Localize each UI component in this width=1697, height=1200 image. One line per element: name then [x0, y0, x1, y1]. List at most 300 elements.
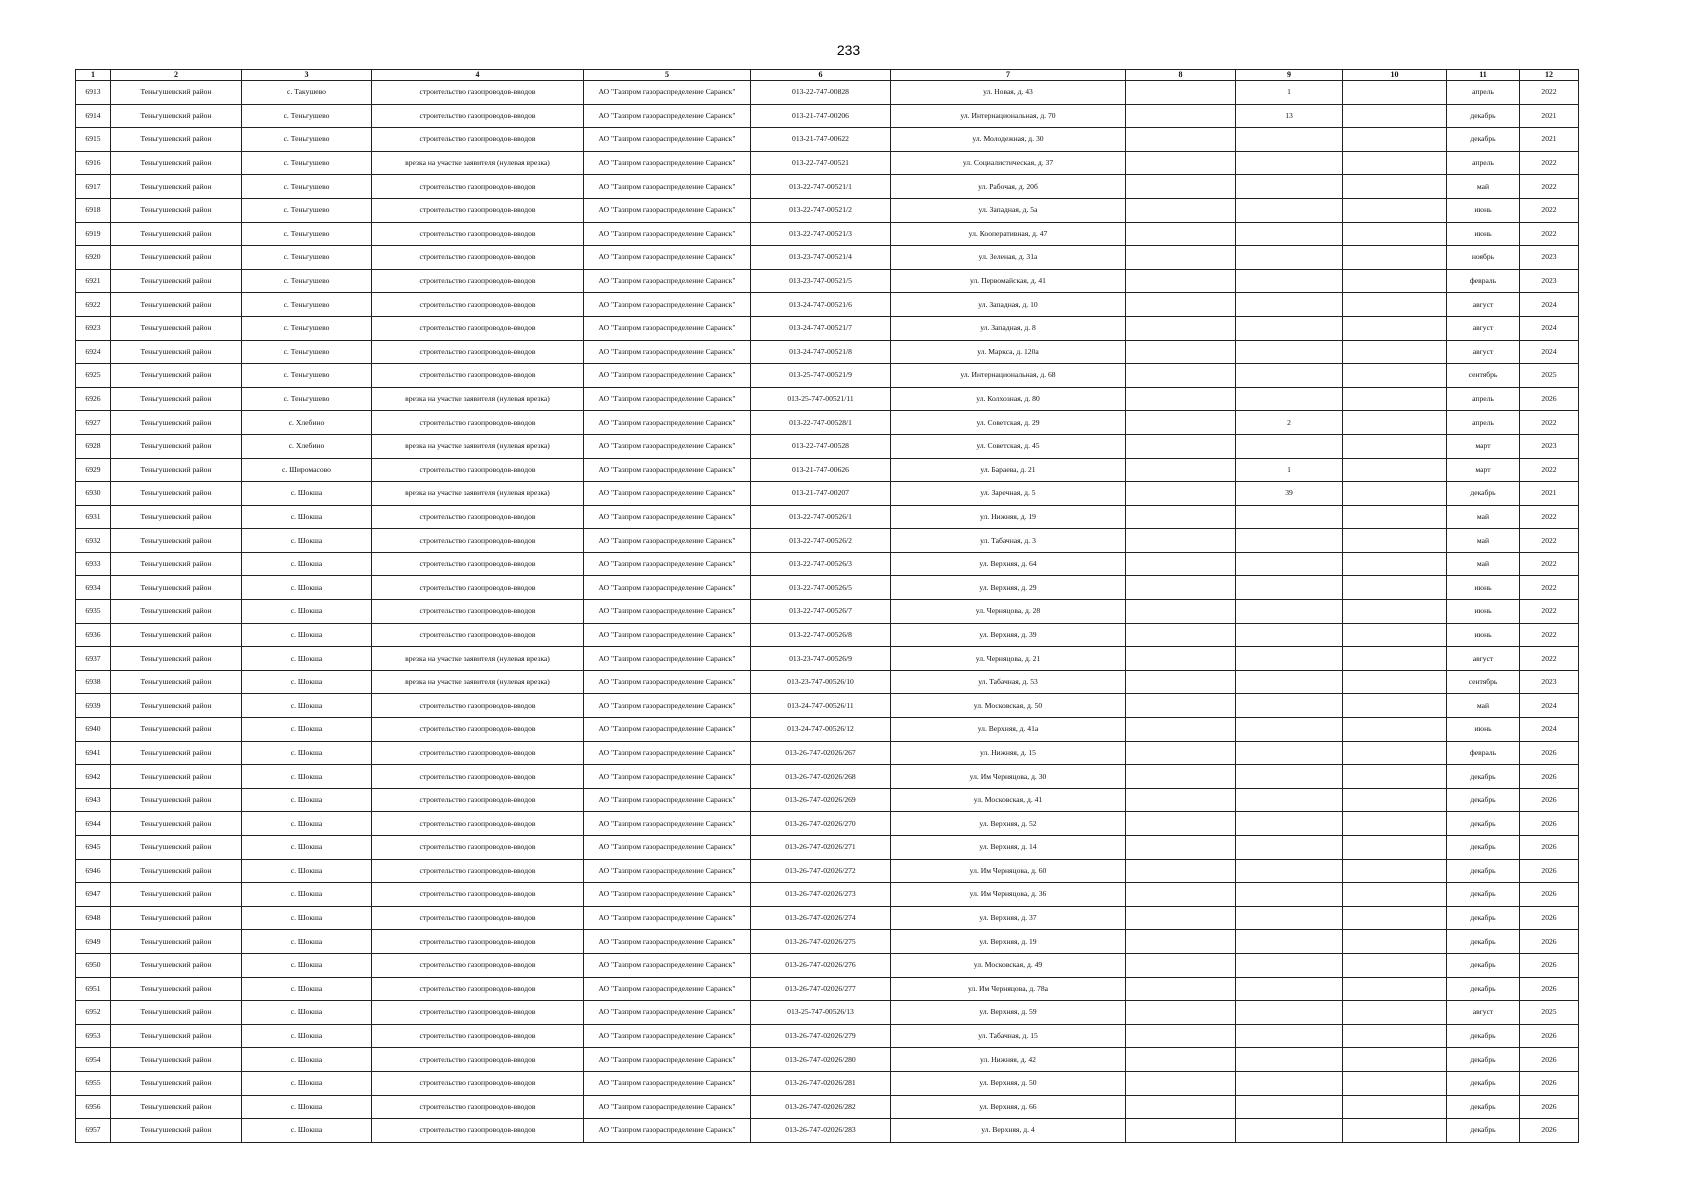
month-cell: июнь: [1447, 718, 1520, 742]
column-header-4: 4: [372, 70, 584, 81]
work-type-cell: строительство газопроводов-вводов: [372, 1048, 584, 1072]
address-cell: ул. Верхняя, д. 52: [891, 812, 1126, 836]
district-cell: Теньгушевский район: [111, 1001, 242, 1025]
table-row: [76, 340, 1579, 364]
row-number: 6921: [76, 269, 111, 293]
settlement-cell: с. Шокша: [242, 788, 372, 812]
contract-number-cell: 013-24-747-00526/11: [751, 694, 891, 718]
table-row: [76, 670, 1579, 694]
quantity-cell: [1236, 1119, 1343, 1143]
district-cell: Теньгушевский район: [111, 552, 242, 576]
settlement-cell: с. Теньгушево: [242, 198, 372, 222]
address-cell: ул. Первомайская, д. 41: [891, 269, 1126, 293]
year-cell: 2026: [1520, 1024, 1579, 1048]
contract-number-cell: 013-22-747-00828: [751, 81, 891, 105]
quantity-cell: [1236, 836, 1343, 860]
year-cell: 2022: [1520, 198, 1579, 222]
col10-cell: [1343, 340, 1447, 364]
table-row: [76, 623, 1579, 647]
month-cell: декабрь: [1447, 977, 1520, 1001]
address-cell: ул. Нижняя, д. 42: [891, 1048, 1126, 1072]
district-cell: Теньгушевский район: [111, 316, 242, 340]
col10-cell: [1343, 906, 1447, 930]
work-type-cell: строительство газопроводов-вводов: [372, 316, 584, 340]
organization-cell: АО "Газпром газораспределение Саранск": [584, 364, 751, 388]
month-cell: май: [1447, 175, 1520, 199]
col10-cell: [1343, 482, 1447, 506]
settlement-cell: с. Такушево: [242, 81, 372, 105]
work-type-cell: строительство газопроводов-вводов: [372, 1001, 584, 1025]
contract-number-cell: 013-24-747-00526/12: [751, 718, 891, 742]
col10-cell: [1343, 788, 1447, 812]
year-cell: 2024: [1520, 293, 1579, 317]
quantity-cell: [1236, 859, 1343, 883]
col10-cell: [1343, 977, 1447, 1001]
col8-cell: [1126, 128, 1236, 152]
settlement-cell: с. Шокша: [242, 1048, 372, 1072]
month-cell: декабрь: [1447, 482, 1520, 506]
district-cell: Теньгушевский район: [111, 670, 242, 694]
settlement-cell: с. Шокша: [242, 670, 372, 694]
contract-number-cell: 013-26-747-02026/267: [751, 741, 891, 765]
address-cell: ул. Верхняя, д. 37: [891, 906, 1126, 930]
month-cell: декабрь: [1447, 1071, 1520, 1095]
col8-cell: [1126, 1048, 1236, 1072]
work-type-cell: строительство газопроводов-вводов: [372, 364, 584, 388]
month-cell: сентябрь: [1447, 670, 1520, 694]
table-row: [76, 364, 1579, 388]
table-row: [76, 269, 1579, 293]
district-cell: Теньгушевский район: [111, 859, 242, 883]
organization-cell: АО "Газпром газораспределение Саранск": [584, 1095, 751, 1119]
col10-cell: [1343, 670, 1447, 694]
district-cell: Теньгушевский район: [111, 977, 242, 1001]
row-number: 6952: [76, 1001, 111, 1025]
table-row: [76, 1001, 1579, 1025]
contract-number-cell: 013-26-747-02026/268: [751, 765, 891, 789]
col10-cell: [1343, 316, 1447, 340]
district-cell: Теньгушевский район: [111, 293, 242, 317]
year-cell: 2021: [1520, 128, 1579, 152]
address-cell: ул. Им Черняцова, д. 78а: [891, 977, 1126, 1001]
row-number: 6957: [76, 1119, 111, 1143]
quantity-cell: [1236, 765, 1343, 789]
settlement-cell: с. Теньгушево: [242, 104, 372, 128]
address-cell: ул. Западная, д. 8: [891, 316, 1126, 340]
table-row: [76, 482, 1579, 506]
district-cell: Теньгушевский район: [111, 198, 242, 222]
organization-cell: АО "Газпром газораспределение Саранск": [584, 269, 751, 293]
column-header-11: 11: [1447, 70, 1520, 81]
district-cell: Теньгушевский район: [111, 812, 242, 836]
address-cell: ул. Черняцова, д. 21: [891, 647, 1126, 671]
column-header-10: 10: [1343, 70, 1447, 81]
district-cell: Теньгушевский район: [111, 128, 242, 152]
col8-cell: [1126, 836, 1236, 860]
year-cell: 2026: [1520, 788, 1579, 812]
month-cell: февраль: [1447, 741, 1520, 765]
row-number: 6937: [76, 647, 111, 671]
work-type-cell: строительство газопроводов-вводов: [372, 411, 584, 435]
row-number: 6951: [76, 977, 111, 1001]
address-cell: ул. Табачная, д. 3: [891, 529, 1126, 553]
month-cell: июнь: [1447, 600, 1520, 624]
organization-cell: АО "Газпром газораспределение Саранск": [584, 977, 751, 1001]
address-cell: ул. Верхняя, д. 14: [891, 836, 1126, 860]
table-row: [76, 222, 1579, 246]
district-cell: Теньгушевский район: [111, 788, 242, 812]
contract-number-cell: 013-26-747-02026/282: [751, 1095, 891, 1119]
month-cell: декабрь: [1447, 930, 1520, 954]
settlement-cell: с. Шокша: [242, 859, 372, 883]
organization-cell: АО "Газпром газораспределение Саранск": [584, 1119, 751, 1143]
year-cell: 2026: [1520, 859, 1579, 883]
district-cell: Теньгушевский район: [111, 364, 242, 388]
month-cell: декабрь: [1447, 128, 1520, 152]
work-type-cell: строительство газопроводов-вводов: [372, 788, 584, 812]
table-row: [76, 741, 1579, 765]
row-number: 6954: [76, 1048, 111, 1072]
address-cell: ул. Социалистическая, д. 37: [891, 151, 1126, 175]
table-row: [76, 316, 1579, 340]
col10-cell: [1343, 623, 1447, 647]
work-type-cell: строительство газопроводов-вводов: [372, 458, 584, 482]
address-cell: ул. Московская, д. 50: [891, 694, 1126, 718]
work-type-cell: строительство газопроводов-вводов: [372, 812, 584, 836]
col8-cell: [1126, 222, 1236, 246]
contract-number-cell: 013-26-747-02026/283: [751, 1119, 891, 1143]
district-cell: Теньгушевский район: [111, 1095, 242, 1119]
year-cell: 2026: [1520, 906, 1579, 930]
contract-number-cell: 013-26-747-02026/281: [751, 1071, 891, 1095]
address-cell: ул. Интернациональная, д. 70: [891, 104, 1126, 128]
organization-cell: АО "Газпром газораспределение Саранск": [584, 788, 751, 812]
year-cell: 2022: [1520, 81, 1579, 105]
settlement-cell: с. Шокша: [242, 1095, 372, 1119]
work-type-cell: строительство газопроводов-вводов: [372, 741, 584, 765]
organization-cell: АО "Газпром газораспределение Саранск": [584, 529, 751, 553]
settlement-cell: с. Теньгушево: [242, 387, 372, 411]
col10-cell: [1343, 765, 1447, 789]
month-cell: декабрь: [1447, 765, 1520, 789]
address-cell: ул. Кооперативная, д. 47: [891, 222, 1126, 246]
organization-cell: АО "Газпром газораспределение Саранск": [584, 859, 751, 883]
work-type-cell: строительство газопроводов-вводов: [372, 836, 584, 860]
work-type-cell: строительство газопроводов-вводов: [372, 128, 584, 152]
contract-number-cell: 013-22-747-00521/2: [751, 198, 891, 222]
organization-cell: АО "Газпром газораспределение Саранск": [584, 293, 751, 317]
month-cell: июнь: [1447, 623, 1520, 647]
col10-cell: [1343, 600, 1447, 624]
contract-number-cell: 013-26-747-02026/269: [751, 788, 891, 812]
table-row: [76, 788, 1579, 812]
organization-cell: АО "Газпром газораспределение Саранск": [584, 883, 751, 907]
organization-cell: АО "Газпром газораспределение Саранск": [584, 340, 751, 364]
organization-cell: АО "Газпром газораспределение Саранск": [584, 812, 751, 836]
organization-cell: АО "Газпром газораспределение Саранск": [584, 434, 751, 458]
year-cell: 2022: [1520, 647, 1579, 671]
organization-cell: АО "Газпром газораспределение Саранск": [584, 552, 751, 576]
table-body: [76, 81, 1579, 1143]
table-row: [76, 906, 1579, 930]
col10-cell: [1343, 458, 1447, 482]
address-cell: ул. Колхозная, д. 80: [891, 387, 1126, 411]
organization-cell: АО "Газпром газораспределение Саранск": [584, 411, 751, 435]
organization-cell: АО "Газпром газораспределение Саранск": [584, 718, 751, 742]
quantity-cell: [1236, 1001, 1343, 1025]
organization-cell: АО "Газпром газораспределение Саранск": [584, 694, 751, 718]
district-cell: Теньгушевский район: [111, 505, 242, 529]
quantity-cell: [1236, 198, 1343, 222]
col8-cell: [1126, 859, 1236, 883]
month-cell: апрель: [1447, 81, 1520, 105]
quantity-cell: [1236, 670, 1343, 694]
quantity-cell: [1236, 1048, 1343, 1072]
quantity-cell: [1236, 434, 1343, 458]
quantity-cell: [1236, 576, 1343, 600]
organization-cell: АО "Газпром газораспределение Саранск": [584, 316, 751, 340]
month-cell: май: [1447, 694, 1520, 718]
contract-number-cell: 013-21-747-00206: [751, 104, 891, 128]
table-row: [76, 812, 1579, 836]
row-number: 6953: [76, 1024, 111, 1048]
address-cell: ул. Маркса, д. 120а: [891, 340, 1126, 364]
col10-cell: [1343, 576, 1447, 600]
district-cell: Теньгушевский район: [111, 836, 242, 860]
table-row: [76, 576, 1579, 600]
table-row: [76, 505, 1579, 529]
work-type-cell: строительство газопроводов-вводов: [372, 505, 584, 529]
work-type-cell: строительство газопроводов-вводов: [372, 694, 584, 718]
contract-number-cell: 013-22-747-00521/3: [751, 222, 891, 246]
col8-cell: [1126, 198, 1236, 222]
contract-number-cell: 013-26-747-02026/279: [751, 1024, 891, 1048]
quantity-cell: [1236, 340, 1343, 364]
quantity-cell: [1236, 694, 1343, 718]
col8-cell: [1126, 529, 1236, 553]
address-cell: ул. Западная, д. 10: [891, 293, 1126, 317]
district-cell: Теньгушевский район: [111, 340, 242, 364]
row-number: 6925: [76, 364, 111, 388]
organization-cell: АО "Газпром газораспределение Саранск": [584, 128, 751, 152]
col8-cell: [1126, 151, 1236, 175]
contract-number-cell: 013-26-747-02026/271: [751, 836, 891, 860]
row-number: 6929: [76, 458, 111, 482]
district-cell: Теньгушевский район: [111, 906, 242, 930]
district-cell: Теньгушевский район: [111, 387, 242, 411]
organization-cell: АО "Газпром газораспределение Саранск": [584, 647, 751, 671]
row-number: 6942: [76, 765, 111, 789]
settlement-cell: с. Шокша: [242, 529, 372, 553]
contract-number-cell: 013-22-747-00526/3: [751, 552, 891, 576]
year-cell: 2022: [1520, 529, 1579, 553]
quantity-cell: [1236, 364, 1343, 388]
row-number: 6956: [76, 1095, 111, 1119]
contract-number-cell: 013-22-747-00526/1: [751, 505, 891, 529]
year-cell: 2026: [1520, 741, 1579, 765]
col8-cell: [1126, 340, 1236, 364]
address-cell: ул. Верхняя, д. 29: [891, 576, 1126, 600]
address-cell: ул. Верхняя, д. 4: [891, 1119, 1126, 1143]
col8-cell: [1126, 623, 1236, 647]
month-cell: июнь: [1447, 576, 1520, 600]
quantity-cell: [1236, 316, 1343, 340]
district-cell: Теньгушевский район: [111, 246, 242, 270]
col8-cell: [1126, 953, 1236, 977]
district-cell: Теньгушевский район: [111, 411, 242, 435]
month-cell: март: [1447, 434, 1520, 458]
year-cell: 2022: [1520, 151, 1579, 175]
quantity-cell: [1236, 930, 1343, 954]
quantity-cell: [1236, 718, 1343, 742]
month-cell: декабрь: [1447, 1048, 1520, 1072]
year-cell: 2026: [1520, 1119, 1579, 1143]
col10-cell: [1343, 434, 1447, 458]
year-cell: 2024: [1520, 718, 1579, 742]
month-cell: апрель: [1447, 411, 1520, 435]
address-cell: ул. Верхняя, д. 66: [891, 1095, 1126, 1119]
col10-cell: [1343, 694, 1447, 718]
year-cell: 2026: [1520, 387, 1579, 411]
row-number: 6919: [76, 222, 111, 246]
work-type-cell: строительство газопроводов-вводов: [372, 222, 584, 246]
work-type-cell: строительство газопроводов-вводов: [372, 1095, 584, 1119]
year-cell: 2022: [1520, 175, 1579, 199]
district-cell: Теньгушевский район: [111, 529, 242, 553]
column-number-row: [76, 70, 1579, 81]
address-cell: ул. Зеленая, д. 31а: [891, 246, 1126, 270]
settlement-cell: с. Шокша: [242, 883, 372, 907]
year-cell: 2021: [1520, 482, 1579, 506]
district-cell: Теньгушевский район: [111, 104, 242, 128]
table-row: [76, 1071, 1579, 1095]
organization-cell: АО "Газпром газораспределение Саранск": [584, 1024, 751, 1048]
quantity-cell: [1236, 883, 1343, 907]
register-table: [75, 69, 1579, 1143]
col8-cell: [1126, 482, 1236, 506]
work-type-cell: строительство газопроводов-вводов: [372, 1024, 584, 1048]
settlement-cell: с. Шокша: [242, 647, 372, 671]
year-cell: 2023: [1520, 246, 1579, 270]
quantity-cell: [1236, 1071, 1343, 1095]
contract-number-cell: 013-23-747-00521/5: [751, 269, 891, 293]
settlement-cell: с. Шокша: [242, 765, 372, 789]
settlement-cell: с. Шокша: [242, 718, 372, 742]
table-row: [76, 458, 1579, 482]
settlement-cell: с. Шокша: [242, 930, 372, 954]
col8-cell: [1126, 1095, 1236, 1119]
address-cell: ул. Нижняя, д. 15: [891, 741, 1126, 765]
work-type-cell: строительство газопроводов-вводов: [372, 576, 584, 600]
year-cell: 2022: [1520, 458, 1579, 482]
address-cell: ул. Верхняя, д. 19: [891, 930, 1126, 954]
address-cell: ул. Заречная, д. 5: [891, 482, 1126, 506]
organization-cell: АО "Газпром газораспределение Саранск": [584, 222, 751, 246]
row-number: 6950: [76, 953, 111, 977]
work-type-cell: строительство газопроводов-вводов: [372, 552, 584, 576]
organization-cell: АО "Газпром газораспределение Саранск": [584, 104, 751, 128]
district-cell: Теньгушевский район: [111, 647, 242, 671]
month-cell: ноябрь: [1447, 246, 1520, 270]
district-cell: Теньгушевский район: [111, 269, 242, 293]
table-row: [76, 977, 1579, 1001]
contract-number-cell: 013-26-747-02026/280: [751, 1048, 891, 1072]
year-cell: 2022: [1520, 222, 1579, 246]
year-cell: 2026: [1520, 977, 1579, 1001]
address-cell: ул. Верхняя, д. 41а: [891, 718, 1126, 742]
row-number: 6933: [76, 552, 111, 576]
month-cell: апрель: [1447, 387, 1520, 411]
col10-cell: [1343, 151, 1447, 175]
month-cell: август: [1447, 340, 1520, 364]
settlement-cell: с. Шокша: [242, 576, 372, 600]
quantity-cell: 13: [1236, 104, 1343, 128]
col10-cell: [1343, 387, 1447, 411]
contract-number-cell: 013-25-747-00526/13: [751, 1001, 891, 1025]
row-number: 6941: [76, 741, 111, 765]
col8-cell: [1126, 505, 1236, 529]
quantity-cell: [1236, 906, 1343, 930]
row-number: 6939: [76, 694, 111, 718]
work-type-cell: строительство газопроводов-вводов: [372, 953, 584, 977]
table-row: [76, 293, 1579, 317]
organization-cell: АО "Газпром газораспределение Саранск": [584, 670, 751, 694]
col8-cell: [1126, 718, 1236, 742]
settlement-cell: с. Теньгушево: [242, 151, 372, 175]
work-type-cell: врезка на участке заявителя (нулевая врезка): [372, 670, 584, 694]
col8-cell: [1126, 694, 1236, 718]
settlement-cell: с. Теньгушево: [242, 246, 372, 270]
contract-number-cell: 013-24-747-00521/7: [751, 316, 891, 340]
col10-cell: [1343, 529, 1447, 553]
quantity-cell: [1236, 529, 1343, 553]
contract-number-cell: 013-25-747-00521/11: [751, 387, 891, 411]
contract-number-cell: 013-26-747-02026/275: [751, 930, 891, 954]
table-row: [76, 883, 1579, 907]
col8-cell: [1126, 293, 1236, 317]
contract-number-cell: 013-21-747-00207: [751, 482, 891, 506]
contract-number-cell: 013-26-747-02026/276: [751, 953, 891, 977]
col8-cell: [1126, 788, 1236, 812]
year-cell: 2022: [1520, 576, 1579, 600]
organization-cell: АО "Газпром газораспределение Саранск": [584, 906, 751, 930]
district-cell: Теньгушевский район: [111, 151, 242, 175]
year-cell: 2026: [1520, 1095, 1579, 1119]
organization-cell: АО "Газпром газораспределение Саранск": [584, 576, 751, 600]
year-cell: 2022: [1520, 411, 1579, 435]
district-cell: Теньгушевский район: [111, 718, 242, 742]
address-cell: ул. Верхняя, д. 64: [891, 552, 1126, 576]
year-cell: 2024: [1520, 694, 1579, 718]
settlement-cell: с. Шокша: [242, 1024, 372, 1048]
district-cell: Теньгушевский район: [111, 883, 242, 907]
row-number: 6923: [76, 316, 111, 340]
settlement-cell: с. Теньгушево: [242, 128, 372, 152]
work-type-cell: строительство газопроводов-вводов: [372, 293, 584, 317]
row-number: 6913: [76, 81, 111, 105]
col10-cell: [1343, 293, 1447, 317]
col10-cell: [1343, 175, 1447, 199]
quantity-cell: [1236, 600, 1343, 624]
quantity-cell: 1: [1236, 458, 1343, 482]
organization-cell: АО "Газпром газораспределение Саранск": [584, 458, 751, 482]
contract-number-cell: 013-22-747-00526/8: [751, 623, 891, 647]
month-cell: май: [1447, 529, 1520, 553]
quantity-cell: [1236, 788, 1343, 812]
row-number: 6926: [76, 387, 111, 411]
work-type-cell: строительство газопроводов-вводов: [372, 1071, 584, 1095]
settlement-cell: с. Шокша: [242, 836, 372, 860]
